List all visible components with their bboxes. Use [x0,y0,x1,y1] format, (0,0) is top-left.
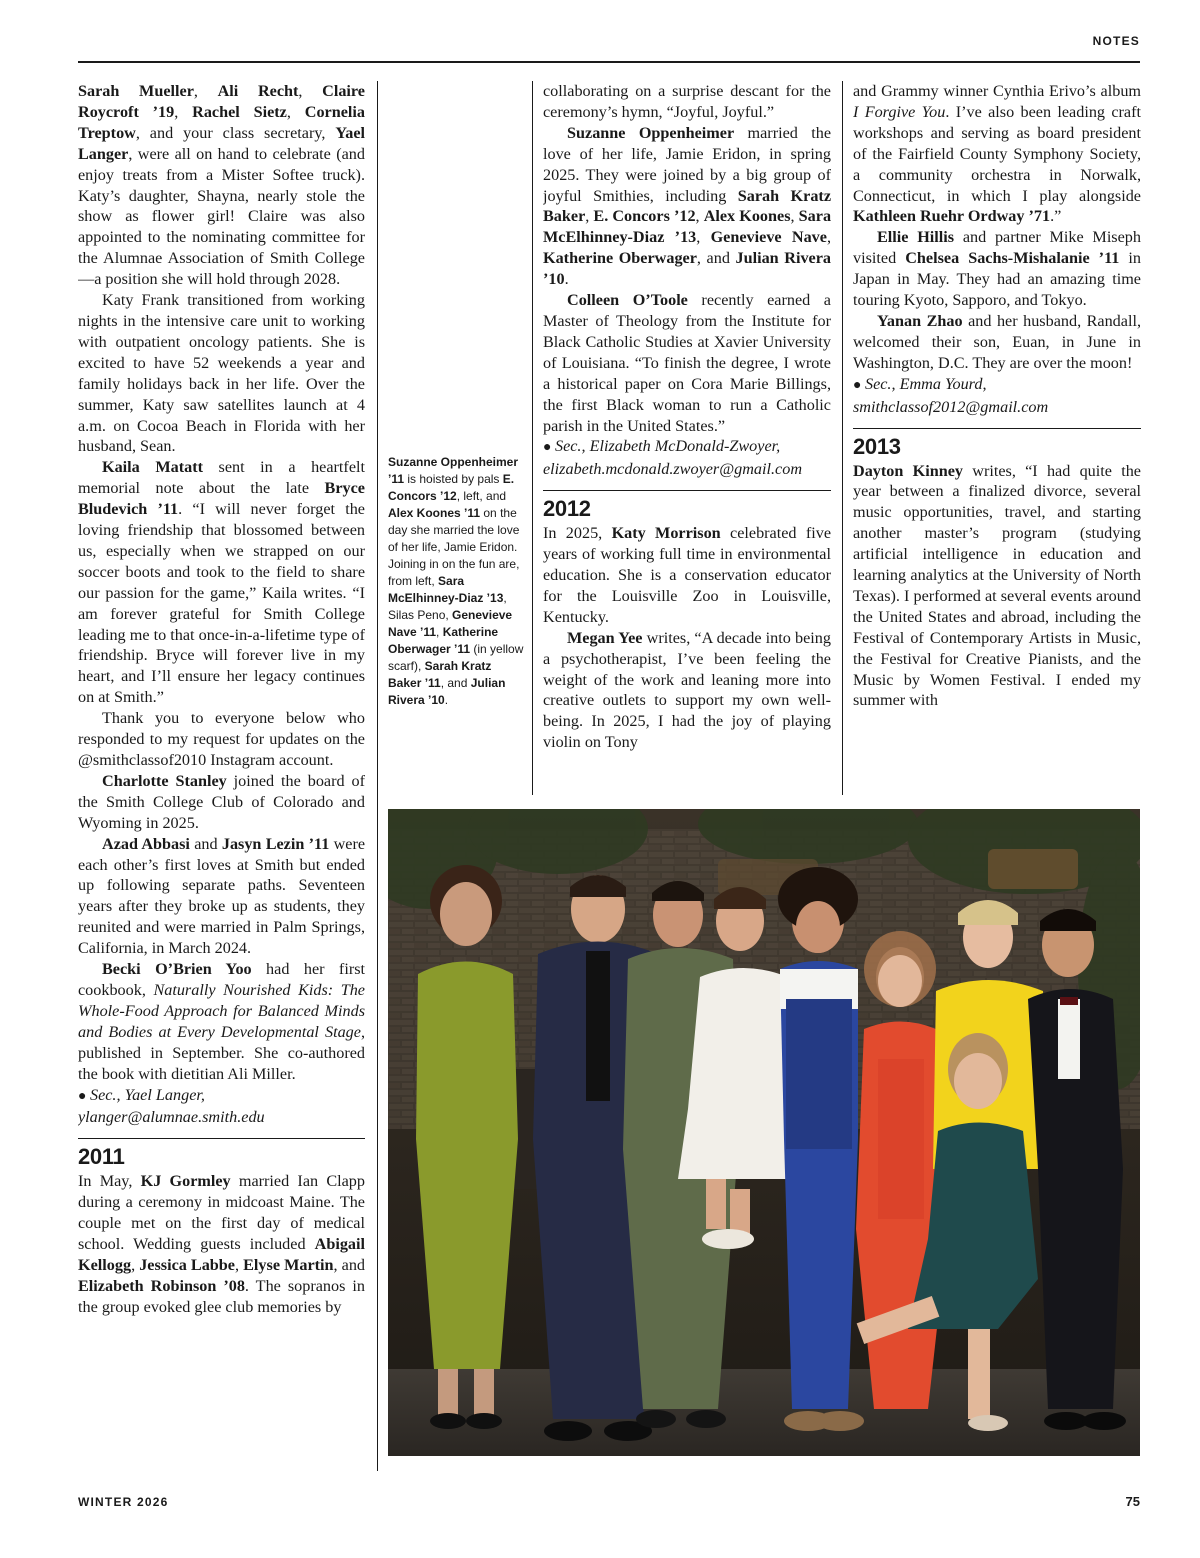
italic-text: smithclassof2012@gmail.com [853,397,1049,416]
column-divider [842,81,843,795]
text-run: In May, [78,1172,141,1191]
text-run: celebrated five years of working full time in environmental education. She is a conservation educator for the Louisville Zoo in Louisville, Kentucky. [543,524,831,626]
name-highlight: Sara McElhinney-Diaz ’13 [388,574,504,605]
name-highlight: Ali Recht [217,82,299,100]
text-run: , and your class secretary, [135,123,336,142]
note-paragraph [78,771,365,834]
text-run: . [444,693,449,707]
name-highlight: Elizabeth Robinson ’08 [78,1276,245,1295]
italic-text: Sec., Elizabeth McDonald-Zwoyer, [554,437,781,456]
name-highlight: Genevieve Nave ’11 [388,608,513,639]
photo-caption [388,454,524,709]
text-run: .” [1050,207,1062,226]
text-run: Katy Frank transitioned from working nights in the intensive care unit to working with outpatient oncology patients. She is excited to have 52 weekends a year and family holidays back in her life. Over the summer, Katy saw satellites launch at 4 a.m. on Cocoa Beach in Florida with her husband, Sean. [78,291,365,456]
text-run: (in yellow scarf), [388,642,524,673]
column-divider [377,81,378,1471]
name-highlight: E. Concors ’12 [593,207,696,226]
text-run: , [826,228,831,247]
name-highlight: Alex Koones [703,207,791,226]
note-paragraph [78,457,365,708]
class-year-heading: 2012 [543,490,831,523]
class-year-heading: 2013 [853,428,1141,461]
text-run: is hoisted by pals [404,472,503,486]
name-highlight: Yael Langer [78,123,365,163]
text-run: and her husband, Randall, welcomed their son, Euan, in June in Washington, D.C. They are over the moon! [853,311,1141,372]
text-run: , and [333,1255,365,1274]
text-run: on the day she married the love of her life, Jamie Eridon. Joining in on the fun are, from left, [388,506,520,588]
italic-text: Sec., Emma Yourd, [864,374,987,393]
name-highlight: Charlotte Stanley [102,771,227,790]
note-paragraph [78,1171,365,1317]
text-run: . I’ve also been leading craft workshops and serving as board president of the Fairfield County Symphony Society, a community orchestra in Norwalk, Connecticut, in which I play alongside [853,102,1141,205]
text-run: , [193,82,218,100]
name-highlight: Azad Abbasi [102,834,190,853]
text-run: . “I will never forget the loving friendship that blossomed between us, especially when we strapped on our soccer boots and took to the field to share our passion for the game,” Kaila writes. “I am forever grateful for Smith College leading me to that once-in-a-lifetime type of friendship. Bryce will forever live in my heart, and I’ll ensure her legacy continues on at Smith.” [78,500,365,707]
note-paragraph [543,523,831,628]
name-highlight: Suzanne Oppenheimer ’11 [388,455,519,486]
text-run: joined the board of the Smith College Club of Colorado and Wyoming in 2025. [78,771,365,832]
text-run: recently earned a Master of Theology from the Institute for Black Catholic Studies at Xavier University of Louisiana. “To finish the degree, I wrote a historical paper on Cora Marie Billings, the first Black woman to run a Catholic parish in the United States.” [543,291,831,435]
wedding-photo-illustration [388,809,1140,1456]
name-highlight: Kathleen Ruehr Ordway ’71 [853,207,1051,226]
name-highlight: Jessica Labbe [139,1255,235,1274]
note-paragraph [78,959,365,1084]
column-1 [78,81,365,1471]
name-highlight: Kaila Matatt [102,458,203,477]
name-highlight: KJ Gormley [140,1172,231,1191]
text-run: sent in a heartfelt memorial note about the late [78,458,365,498]
name-highlight: Bryce Bludevich ’11 [78,479,365,519]
italic-text: Sec., Yael Langer, [89,1085,205,1104]
name-highlight: Julian Rivera ’10 [543,249,831,289]
name-highlight: Chelsea Sachs-Mishalanie ’11 [905,249,1120,268]
text-run: writes, “I had quite the year between a finalized divorce, several music opportunities, travel, and starting another master’s program (studying artificial intelligence in education and learning analytics at the University of North Texas). I performed at several events around the United States and abroad, including the Festival of Contemporary Artists in Music, the Festival for Creative Pianists, and the Music by Women Festival. I ended my summer with [853,461,1141,710]
text-run: were each other’s first loves at Smith but ended up following separate paths. Seventeen years after they broke up as students, they reunited and were married in Palm Springs, California, in March 2024. [78,834,365,958]
text-run: , and [440,676,471,690]
name-highlight: Elyse Martin [243,1255,334,1274]
note-paragraph [853,461,1141,712]
name-highlight: Sarah Kratz Baker ’11 [388,659,492,690]
class-year-heading: 2011 [78,1138,365,1171]
name-highlight: Ellie Hillis [877,228,955,247]
note-paragraph [543,81,831,123]
bullet-icon: ● [543,440,555,456]
wedding-group-photo [388,809,1140,1456]
class-secretary [543,436,831,480]
text-run: , and [696,249,736,268]
text-run: and partner Mike Miseph visited [853,228,1141,268]
name-highlight: Jasyn Lezin ’11 [221,834,330,853]
text-run: , were all on hand to celebrate (and enjoy treats from a Mister Softee truck). Katy’s daughter, Shayna, nearly stole the show as flower girl! Claire was also appointed to the nominating committee for the Alumnae Association of Smith College—a position she will hold through 2028. [78,144,365,289]
text-run: , [235,1255,244,1274]
text-run: , published in September. She co-authored the book with dietitian Ali Miller. [78,1022,365,1083]
note-paragraph [853,81,1141,227]
text-run: , [174,102,193,121]
text-run: married the love of her life, Jamie Eridon, in spring 2025. They were joined by a big group of joyful Smithies, including [543,123,831,205]
column-2 [543,81,831,795]
note-paragraph [78,834,365,959]
text-run: , [286,102,305,121]
bullet-icon: ● [78,1088,90,1104]
text-run: , [436,625,443,639]
text-run: and Grammy winner Cynthia Erivo’s album [853,82,1141,100]
name-highlight: Genevieve Nave [710,228,827,247]
section-label: NOTES [1092,34,1140,48]
text-run: In 2025, [543,524,612,543]
note-paragraph [543,290,831,436]
class-secretary [853,374,1141,418]
note-paragraph [853,227,1141,311]
text-run: and [189,834,222,853]
note-paragraph [853,311,1141,374]
name-highlight: Yanan Zhao [877,311,963,330]
name-highlight: Dayton Kinney [853,461,963,480]
name-highlight: Alex Koones ’11 [388,506,481,520]
footer-issue: WINTER 2026 [78,1495,169,1509]
page-number: 75 [1125,1494,1140,1509]
name-highlight: Sara McElhinney-Diaz ’13 [543,207,831,247]
text-run: , [131,1255,140,1274]
name-highlight: Colleen O’Toole [567,291,688,310]
bullet-icon: ● [853,377,865,393]
text-run: , [790,207,799,226]
text-run: , left, and [456,489,507,503]
name-highlight: Becki O’Brien Yoo [102,960,252,979]
name-highlight: Sarah Kratz Baker [543,186,831,226]
name-highlight: Katy Morrison [611,524,721,543]
column-3 [853,81,1141,795]
name-highlight: E. Concors ’12 [388,472,515,503]
note-paragraph [78,81,365,290]
name-highlight: Katherine Oberwager ’11 [388,625,499,656]
text-run: , [298,82,323,100]
text-run: , Silas Peno, [388,591,507,622]
note-paragraph [543,123,831,290]
name-highlight: Megan Yee [567,628,643,647]
text-run: Thank you to everyone below who responded to my request for updates on the @smithclassof2010 Instagram account. [78,709,365,769]
text-run: , [585,207,594,226]
note-paragraph [78,708,365,771]
name-highlight: Abigail Kellogg [78,1235,365,1274]
text-run: married Ian Clapp during a ceremony in midcoast Maine. The couple met on the first day of medical school. Wedding guests included [78,1172,365,1254]
class-secretary [78,1085,365,1129]
name-highlight: Suzanne Oppenheimer [567,123,735,142]
text-run: in Japan in May. They had an amazing time touring Kyoto, Sapporo, and Tokyo. [853,249,1141,310]
name-highlight: Julian Rivera ’10 [388,676,506,707]
text-run: had her first cookbook, [78,960,365,999]
name-highlight: Cornelia Treptow [78,102,365,142]
column-divider [532,81,533,795]
italic-text: I Forgive You [853,102,946,121]
name-highlight: Katherine Oberwager [543,249,697,268]
note-paragraph [543,628,831,753]
text-run: collaborating on a surprise descant for the ceremony’s hymn, “Joyful, Joyful.” [543,82,831,121]
text-run: writes, “A decade into being a psychotherapist, I’ve been feeling the weight of the work and leaning more into creative outlets to support my own well-being. In 2025, I had the joy of playing violin on Tony [543,628,831,752]
text-run: , [695,207,704,226]
text-run: . The sopranos in the group evoked glee club memories by [78,1276,365,1316]
italic-text: Naturally Nourished Kids: The Whole-Food Approach for Balanced Minds and Bodies at Every Developmental Stage [78,980,365,1041]
top-rule [78,61,1140,63]
name-highlight: Sarah Mueller [78,82,194,100]
italic-text: ylanger@alumnae.smith.edu [78,1108,265,1127]
italic-text: elizabeth.mcdonald.zwoyer@gmail.com [543,460,803,479]
name-highlight: Rachel Sietz [192,102,287,121]
name-highlight: Claire Roycroft ’19 [78,82,365,121]
text-run: . [564,270,569,289]
text-run: , [696,228,711,247]
note-paragraph [78,290,365,457]
